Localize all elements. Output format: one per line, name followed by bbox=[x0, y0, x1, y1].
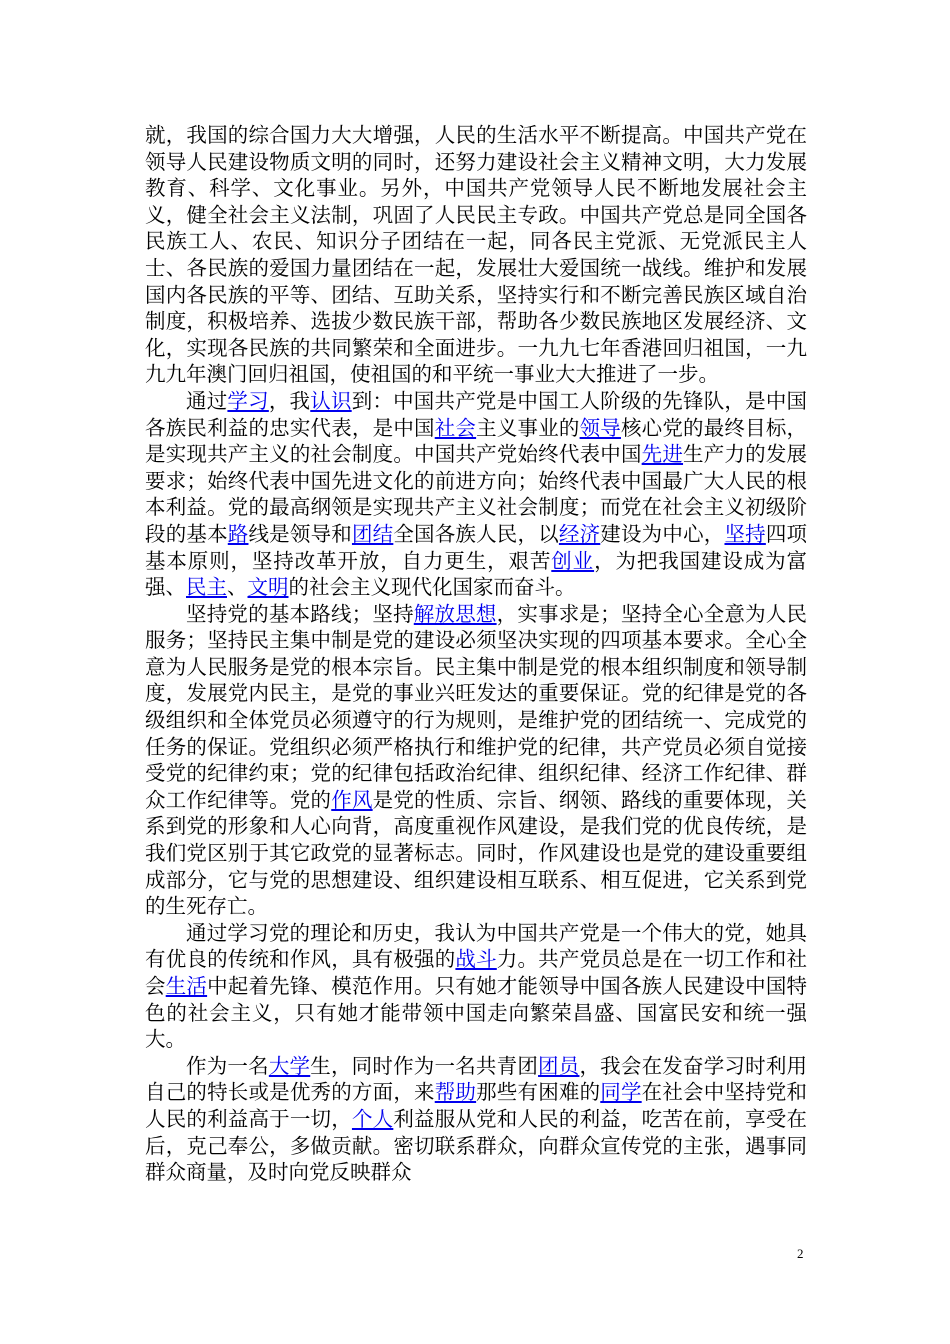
paragraph-text: 力。共产党员总是在一切工作和社会 bbox=[145, 947, 808, 998]
paragraph bbox=[145, 1053, 807, 1186]
hyperlink[interactable]: 社会 bbox=[434, 415, 477, 440]
paragraph-text: ，为把我国建设成为富强、 bbox=[145, 548, 808, 600]
paragraph-text: 坚持党的基本路线；坚持 bbox=[186, 601, 414, 626]
hyperlink[interactable]: 个人 bbox=[351, 1106, 394, 1131]
document-body bbox=[145, 122, 807, 1186]
hyperlink[interactable]: 团员 bbox=[538, 1053, 580, 1078]
paragraph-text: 作为一名 bbox=[186, 1053, 269, 1078]
hyperlink[interactable]: 生活 bbox=[165, 974, 208, 998]
hyperlink[interactable]: 认识 bbox=[310, 388, 352, 413]
paragraph-text: ，实事求是；坚持全心全意为人民服务；坚持民主集中制是党的建设必须坚决实现的四项基本要求。全心全意为人民服务是党的根本宗旨。民主集中制是党的根本组织制度和领导制度，发展党内民主，是党的事业兴旺发达的重要保证。党的纪律是党的各级组织和全体党员必须遵守的行为规则，是维护党的团结统一、完成党的任务的保证。党组织必须严格执行和维护党的纪律，共产党员必须自觉接受党的纪律约束；党的纪律包括政治纪律、组织纪律、经济工作纪律、群众工作纪律等。党的 bbox=[145, 601, 808, 812]
hyperlink[interactable]: 战斗 bbox=[455, 947, 497, 972]
paragraph-text: 到：中国共产党是中国工人阶级的先锋队，是中国各族民利益的忠实代表，是中国 bbox=[145, 388, 808, 440]
paragraph-text: 通过学习党的理论和历史，我认为中国共产党是一个伟大的党，她具有优良的传统和作风，具有极强的 bbox=[145, 920, 807, 972]
hyperlink[interactable]: 民主 bbox=[186, 575, 227, 600]
hyperlink[interactable]: 路 bbox=[227, 521, 249, 546]
paragraph-text: 建设为中心， bbox=[600, 521, 725, 546]
paragraph-text: 全国各族人民，以 bbox=[393, 521, 559, 546]
paragraph-text: ，我 bbox=[268, 388, 311, 413]
paragraph bbox=[145, 388, 807, 601]
hyperlink[interactable]: 同学 bbox=[600, 1080, 642, 1105]
paragraph-text: 四项基本原则，坚持改革开放，自力更生，艰苦 bbox=[145, 521, 808, 573]
hyperlink[interactable]: 帮助 bbox=[434, 1080, 477, 1105]
hyperlink[interactable]: 大学 bbox=[268, 1053, 311, 1078]
page-number: 2 bbox=[797, 1246, 804, 1261]
paragraph-text: 在社会中坚持党和人民的利益高于一切， bbox=[145, 1080, 808, 1131]
paragraph-text: 、 bbox=[227, 575, 248, 600]
paragraph-text: 中起着先锋、模范作用。只有她才能领导中国各族人民建设中国特色的社会主义，只有她才能带领中国走向繁荣昌盛、国富民安和统一强大。 bbox=[145, 974, 808, 1052]
paragraph-text: 核心党的最终目标，是实现共产主义的社会制度。中国共产党始终代表中国 bbox=[145, 415, 808, 467]
paragraph bbox=[145, 122, 807, 388]
paragraph-text: 通过 bbox=[186, 388, 228, 413]
paragraph-text: 那些有困难的 bbox=[476, 1080, 601, 1105]
paragraph bbox=[145, 601, 807, 920]
hyperlink[interactable]: 学习 bbox=[227, 388, 269, 413]
paragraph-text: 就，我国的综合国力大大增强，人民的生活水平不断提高。中国共产党在领导人民建设物质文明的同时，还努力建设社会主义精神文明，大力发展教育、科学、文化事业。另外，中国共产党领导人民不断地发展社会主义，健全社会主义法制，巩固了人民民主专政。中国共产党总是同全国各民族工人、农民、知识分子团结在一起，同各民主党派、无党派民主人士、各民族的爱国力量团结在一起，发展壮大爱国统一战线。维护和发展国内各民族的平等、团结、互助关系，坚持实行和不断完善民族区域自治制度，积极培养、选拔少数民族干部，帮助各少数民族地区发展经济、文化，实现各民族的共同繁荣和全面进步。一九九七年香港回归祖国，一九九九年澳门回归祖国，使祖国的和平统一事业大大推进了一步。 bbox=[145, 123, 807, 387]
paragraph-text: 线是领导和 bbox=[248, 521, 352, 546]
paragraph-text: 是党的性质、宗旨、纲领、路线的重要体现，关系到党的形象和人心向背，高度重视作风建设，是我们党的优良传统，是我们党区别于其它政党的显著标志。同时，作风建设也是党的建设重要组成部分，它与党的思想建设、组织建设相互联系、相互促进，它关系到党的生死存亡。 bbox=[145, 787, 808, 919]
hyperlink[interactable]: 文明 bbox=[247, 575, 289, 600]
paragraph-text: ，我会在发奋学习时利用自己的特长或是优秀的方面，来 bbox=[145, 1053, 808, 1105]
hyperlink[interactable]: 解放思想 bbox=[413, 601, 497, 626]
paragraph-text: 生产力的发展要求；始终代表中国先进文化的前进方向；始终代表中国最广大人民的根本利益。党的最高纲领是实现共产主义社会制度；而党在社会主义初级阶段的基本 bbox=[145, 442, 808, 546]
hyperlink[interactable]: 创业 bbox=[551, 548, 595, 573]
hyperlink[interactable]: 坚持 bbox=[724, 521, 766, 546]
paragraph bbox=[145, 920, 807, 1053]
paragraph-text: 生，同时作为一名共青团 bbox=[310, 1053, 539, 1078]
hyperlink[interactable]: 经济 bbox=[558, 521, 601, 546]
paragraph-text: 的社会主义现代化国家而奋斗。 bbox=[288, 575, 576, 600]
hyperlink[interactable]: 作风 bbox=[331, 787, 373, 812]
hyperlink[interactable]: 领导 bbox=[579, 415, 621, 440]
paragraph-text: 利益服从党和人民的利益，吃苦在前，享受在后，克己奉公，多做贡献。密切联系群众，向群众宣传党的主张，遇事同群众商量，及时向党反映群众 bbox=[145, 1106, 808, 1185]
paragraph-text: 主义事业的 bbox=[476, 415, 580, 440]
hyperlink[interactable]: 先进 bbox=[641, 442, 684, 467]
hyperlink[interactable]: 团结 bbox=[351, 521, 394, 546]
